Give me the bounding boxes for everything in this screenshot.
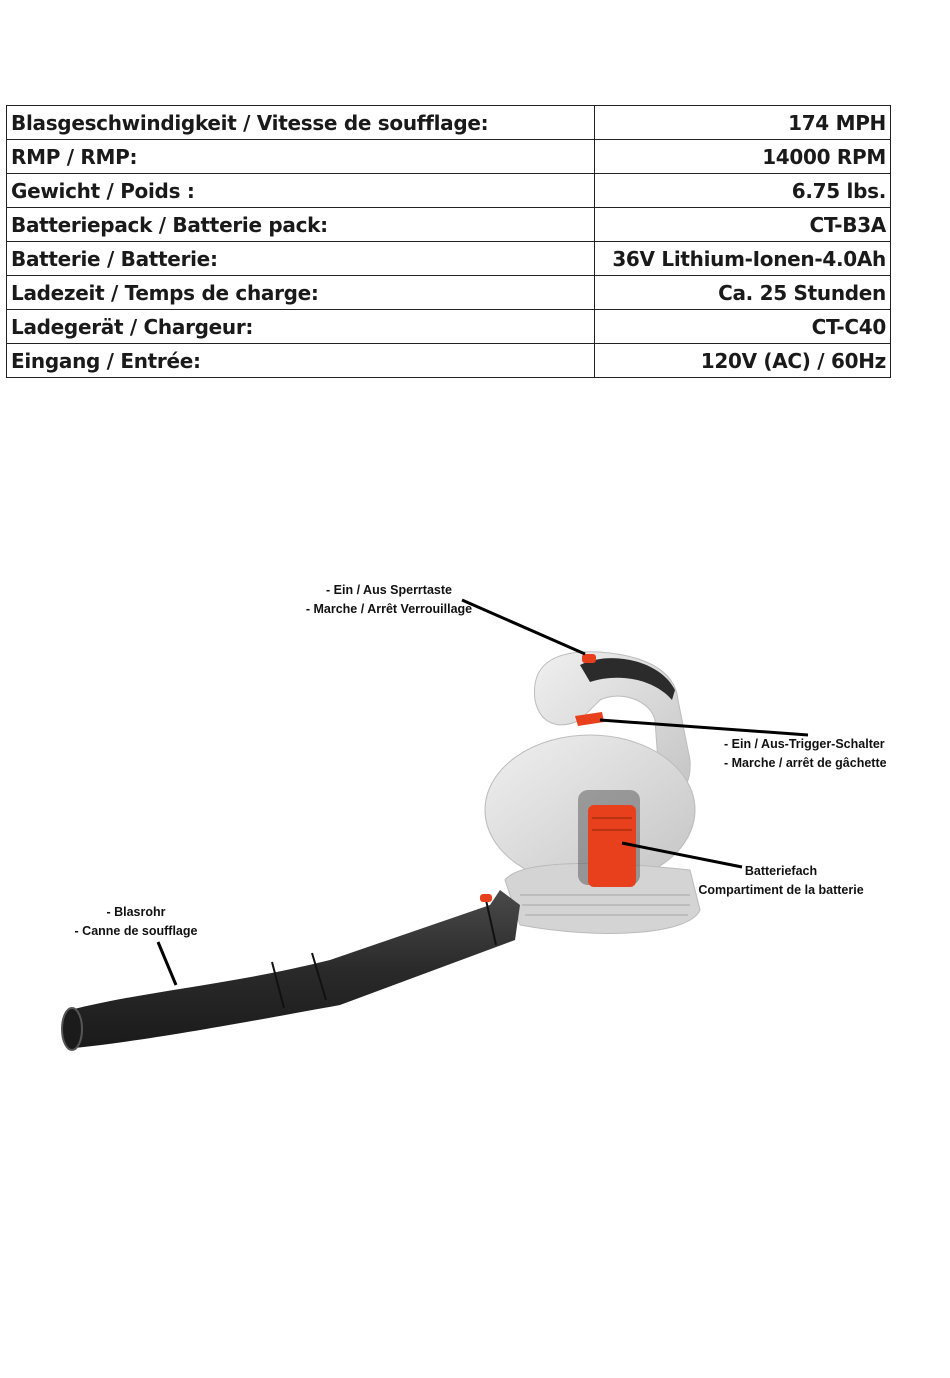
spec-label: Blasgeschwindigkeit / Vitesse de soufflage:: [7, 106, 595, 140]
spec-value: 6.75 lbs.: [595, 174, 891, 208]
spec-value: Ca. 25 Stunden: [595, 276, 891, 310]
spec-value: 120V (AC) / 60Hz: [595, 344, 891, 378]
spec-label: Ladezeit / Temps de charge:: [7, 276, 595, 310]
spec-value: 14000 RPM: [595, 140, 891, 174]
callout-text: - Marche / arrêt de gâchette: [724, 756, 887, 770]
callout-line-trigger: [600, 720, 808, 735]
callout-text: - Ein / Aus-Trigger-Schalter: [724, 737, 885, 751]
spec-value: 174 MPH: [595, 106, 891, 140]
spec-value: CT-B3A: [595, 208, 891, 242]
callout-line-tube: [158, 942, 176, 985]
callout-lock-switch: [300, 581, 478, 619]
callout-blow-tube: [70, 903, 202, 941]
callout-text: - Blasrohr: [106, 905, 166, 919]
spec-label: Gewicht / Poids :: [7, 174, 595, 208]
battery-compartment: [578, 790, 640, 887]
callout-text: Batteriefach: [744, 864, 818, 878]
spec-label: RMP / RMP:: [7, 140, 595, 174]
callout-text: - Marche / Arrêt Verrouillage: [305, 602, 473, 616]
spec-value: 36V Lithium-Ionen-4.0Ah: [595, 242, 891, 276]
callout-battery-compartment: [692, 862, 870, 900]
callout-text: - Ein / Aus Sperrtaste: [326, 583, 452, 597]
spec-label: Batterie / Batterie:: [7, 242, 595, 276]
spec-label: Eingang / Entrée:: [7, 344, 595, 378]
spec-label: Ladegerät / Chargeur:: [7, 310, 595, 344]
callout-text: - Canne de soufflage: [74, 924, 198, 938]
callout-line-lock: [462, 600, 585, 654]
callout-text: Compartiment de la batterie: [698, 883, 864, 897]
lock-button: [582, 654, 596, 663]
spec-value: CT-C40: [595, 310, 891, 344]
spec-label: Batteriepack / Batterie pack:: [7, 208, 595, 242]
callout-trigger-switch: [724, 735, 887, 773]
